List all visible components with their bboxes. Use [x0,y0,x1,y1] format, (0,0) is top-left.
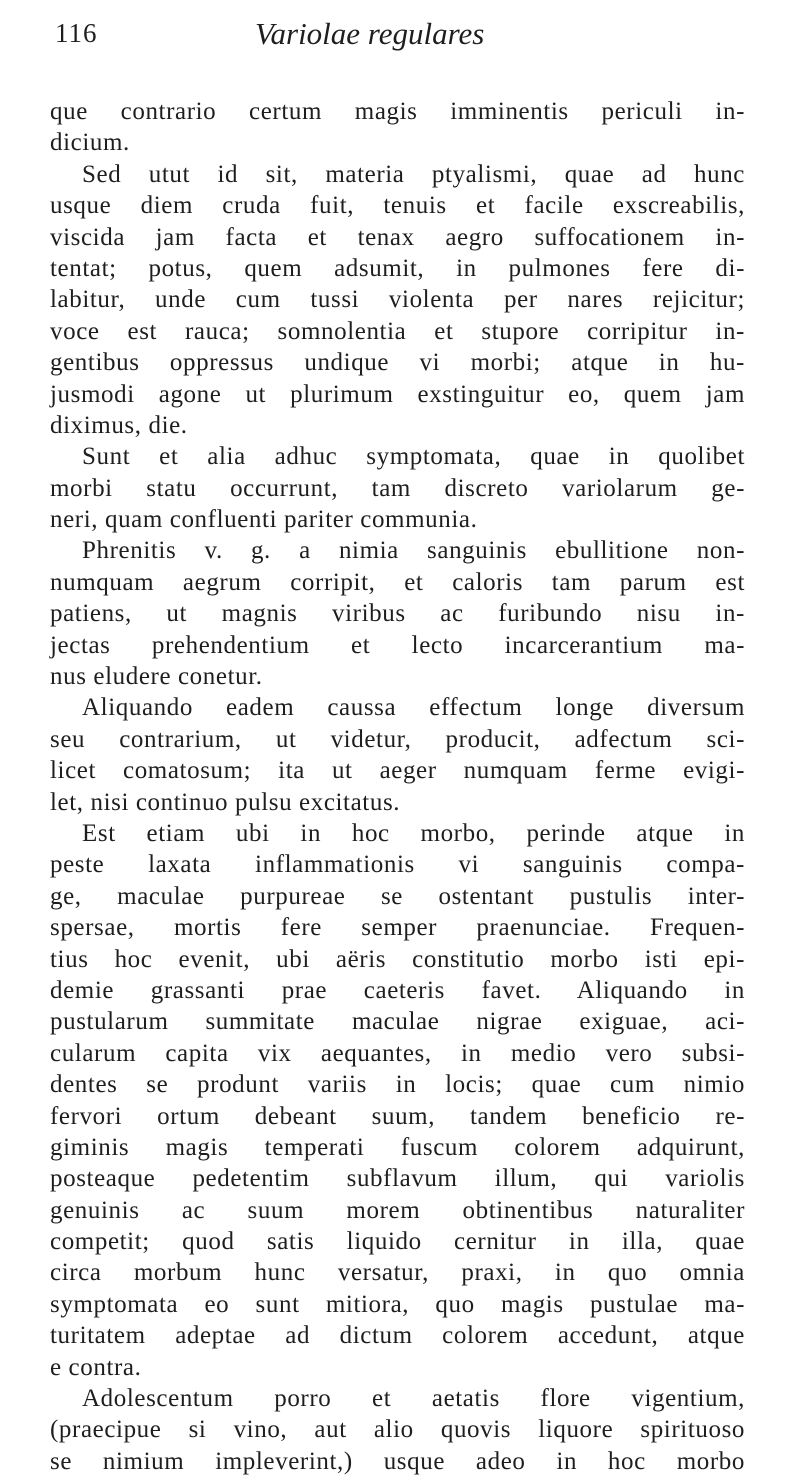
text-line: viscida jam facta et tenax aegro suffocationem in- [50,223,745,251]
text-line: jusmodi agone ut plurimum exstinguitur eo, quem jam [50,380,745,408]
text-line: turitatem adeptae ad dictum colorem accedunt, atque [50,1322,745,1350]
text-line: circa morbum hunc versatur, praxi, in quo omnia [50,1259,745,1287]
text-line: dentes se produnt variis in locis; quae cum nimio [50,1071,745,1099]
text-line: demie grassanti prae caeteris favet. Aliquando in [50,976,745,1004]
text-line: neri, quam confluenti pariter communia. [50,506,478,534]
text-line: spersae, mortis fere semper praenunciae. Frequen- [50,914,745,942]
page-header [0,14,801,54]
text-line: labitur, unde cum tussi violenta per nares rejicitur; [50,286,745,314]
text-line: e contra. [50,1353,142,1381]
text-line: Adolescentum porro et aetatis flore vigentium, [82,1385,745,1413]
text-line: symptomata eo sunt mitiora, quo magis pustulae ma- [50,1290,745,1318]
text-line: tius hoc evenit, ubi aëris constitutio morbo isti epi- [50,945,745,973]
text-line: fervori ortum debeant suum, tandem beneficio re- [50,1102,745,1130]
text-line: numquam aegrum corripit, et caloris tam parum est [50,568,745,596]
text-line: ge, maculae purpureae se ostentant pustulis inter- [50,882,745,910]
text-line: morbi statu occurrunt, tam discreto variolarum ge- [50,474,745,502]
text-line: (praecipue si vino, aut alio quovis liquore spirituoso [50,1416,745,1444]
text-line: gentibus oppressus undique vi morbi; atque in hu- [50,349,745,377]
text-line: jectas prehendentium et lecto incarcerantium ma- [50,631,745,659]
text-line: pustularum summitate maculae nigrae exiguae, aci- [50,1008,745,1036]
text-line: genuinis ac suum morem obtinentibus naturaliter [50,1196,745,1224]
text-line: competit; quod satis liquido cernitur in illa, quae [50,1228,745,1256]
text-line: que contrario certum magis imminentis periculi in- [50,98,745,125]
text-line: giminis magis temperati fuscum colorem adquirunt, [50,1133,745,1161]
text-line: posteaque pedetentim subflavum illum, qui variolis [50,1165,745,1193]
text-line: tentat; potus, quem adsumit, in pulmones fere di- [50,254,745,282]
text-line: let, nisi continuo pulsu excitatus. [50,788,401,816]
text-line: Aliquando eadem caussa effectum longe diversum [82,694,745,722]
text-line: usque diem cruda fuit, tenuis et facile exscreabilis, [50,192,745,220]
body-text [50,96,745,1477]
text-line: nus eludere conetur. [50,663,263,691]
text-line: peste laxata inflammationis vi sanguinis compa- [50,851,745,879]
text-line: Phrenitis v. g. a nimia sanguinis ebullitione non- [82,537,745,565]
text-line: licet comatosum; ita ut aeger numquam ferme evigi- [50,757,745,785]
text-line: dicium. [50,129,130,157]
text-line: diximus, die. [50,411,188,439]
text-line: Est etiam ubi in hoc morbo, perinde atque in [82,819,745,847]
text-line: patiens, ut magnis viribus ac furibundo nisu in- [50,600,745,628]
page-number: 116 [55,18,98,48]
text-line: Sed utut id sit, materia ptyalismi, quae ad hunc [82,160,745,188]
text-line: Sunt et alia adhuc symptomata, quae in quolibet [82,443,745,471]
text-line: cularum capita vix aequantes, in medio vero subsi- [50,1039,745,1067]
running-head: Variolae regulares [255,16,485,51]
text-line: voce est rauca; somnolentia et stupore corripitur in- [50,317,745,345]
text-line: seu contrarium, ut videtur, producit, adfectum sci- [50,725,745,753]
text-line: se nimium impleverint,) usque adeo in hoc morbo [50,1447,745,1475]
